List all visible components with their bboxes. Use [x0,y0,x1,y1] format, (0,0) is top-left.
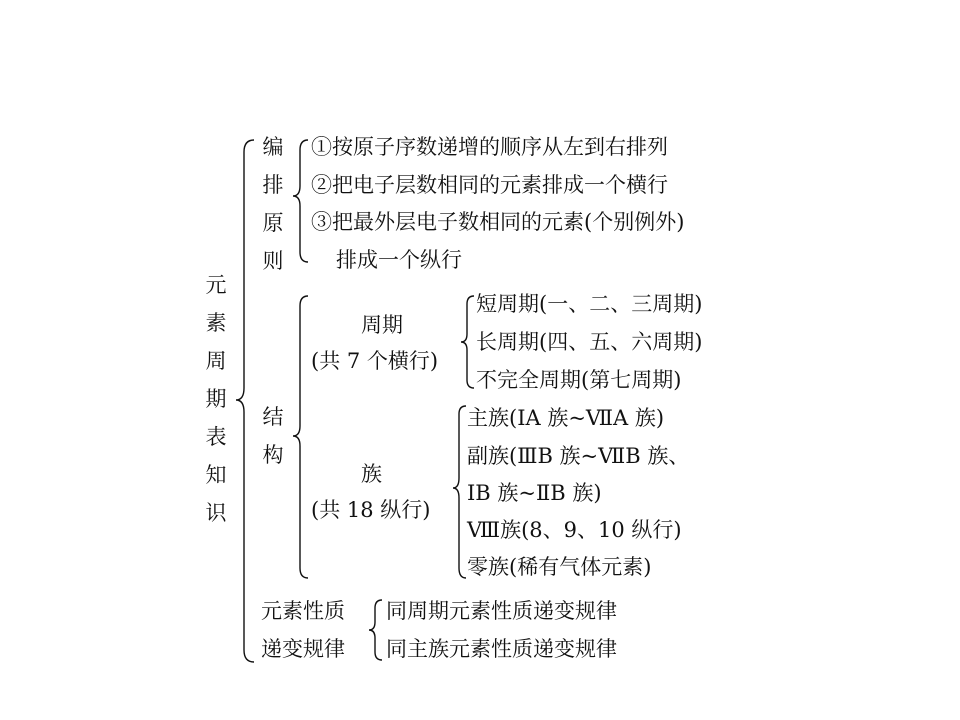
period-item-2: 长周期(四、五、六周期) [476,330,703,354]
principle-line-3: ③把最外层电子数相同的元素(个别例外) [311,210,685,234]
root-title-char: 周 [205,349,227,373]
brace-principles [293,140,308,262]
principles-label-char: 编 [262,135,284,159]
root-title-char: 元 [205,273,227,297]
principle-line-2: ②把电子层数相同的元素排成一个横行 [311,173,668,197]
principles-label-char: 原 [262,211,284,235]
principles-label-char: 则 [262,249,284,273]
principles-label [260,128,286,280]
root-title-char: 期 [205,387,227,411]
period-item-3: 不完全周期(第七周期) [476,368,682,392]
principle-line-1: ①按原子序数递增的顺序从左到右排列 [311,135,668,159]
law-label-2: 递变规律 [261,637,345,661]
brace-group [453,406,466,578]
period-item-1: 短周期(一、二、三周期) [476,292,703,316]
law-line-1: 同周期元素性质递变规律 [386,599,617,623]
group-item-5: 零族(稀有气体元素) [467,555,652,579]
principle-line-4: 排成一个纵行 [336,248,462,272]
brace-main [236,140,254,662]
group-item-3: ⅠB 族~ⅡB 族) [467,481,602,505]
brace-law [369,600,382,660]
group-subtitle: (共 18 纵行) [311,498,431,522]
group-item-1: 主族(ⅠA 族~ⅦA 族) [467,406,665,430]
structure-label-char: 构 [262,443,284,467]
period-subtitle: (共 7 个横行) [311,349,439,373]
root-title-char: 知 [205,463,227,487]
group-item-2: 副族(ⅢB 族~ⅦB 族、 [467,444,690,468]
principles-label-char: 排 [262,173,284,197]
law-line-2: 同主族元素性质递变规律 [386,637,617,661]
law-label-1: 元素性质 [261,599,345,623]
root-title [203,266,229,532]
period-title: 周期 [361,313,403,337]
root-title-char: 素 [205,311,227,335]
root-title-char: 表 [205,425,227,449]
group-title: 族 [361,462,382,486]
brace-structure [293,296,308,578]
structure-label [260,398,286,474]
structure-label-char: 结 [262,405,284,429]
group-item-4: Ⅷ族(8、9、10 纵行) [467,518,682,542]
root-title-char: 识 [205,501,227,525]
brace-period [461,296,474,388]
